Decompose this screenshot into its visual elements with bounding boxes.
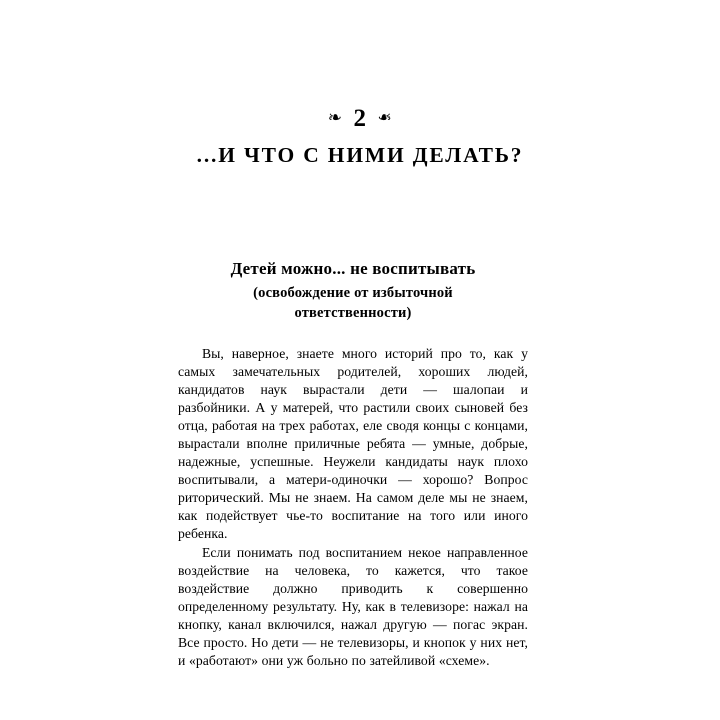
body-paragraph-1: Вы, наверное, знаете много историй про то, как у самых замечательных родителей, хороших людей, кандидатов наук вырастали дети — шалопаи и разбойники. А у матерей, что растили своих сыновей без отца, работая на трех работах, еле сводя концы с концами, вырастали вполне приличные ребята — умные, добрые, надежные, успешные. Неужели кандидаты наук плохо воспитывали, а матери-одиночки — хорошо? Вопрос риторический. Мы не знаем. На самом деле мы не знаем, как подействует чье-то воспитание на того или иного ребенка.	[178, 346, 528, 542]
section-subtitle	[178, 283, 528, 323]
flourish-ornament-right-icon: ❧	[377, 108, 393, 128]
section-subtitle-line-2: ответственности)	[294, 305, 412, 321]
flourish-ornament-left-icon: ❧	[327, 108, 343, 128]
body-paragraph-2: Если понимать под воспитанием некое направленное воздействие на человека, то кажется, что такое воздействие должно приводить к совершенно определенному результату. Ну, как в телевизоре: нажал на кнопку, канал включился, нажал другую — погас экран. Все просто. Но дети — не телевизоры, и кнопок у них нет, и «работают» они уж больно по затейливой «схеме».	[178, 544, 528, 668]
section-subtitle-line-1: (освобождение от избыточной	[253, 285, 453, 301]
chapter-number: 2	[353, 105, 367, 133]
chapter-header	[0, 104, 720, 168]
chapter-title: ...И ЧТО С НИМИ ДЕЛАТЬ?	[196, 143, 524, 168]
chapter-ornament-line	[0, 104, 720, 133]
section-header	[178, 258, 528, 323]
body-text-block	[178, 345, 528, 670]
section-title: Детей можно... не воспитывать	[230, 259, 476, 278]
